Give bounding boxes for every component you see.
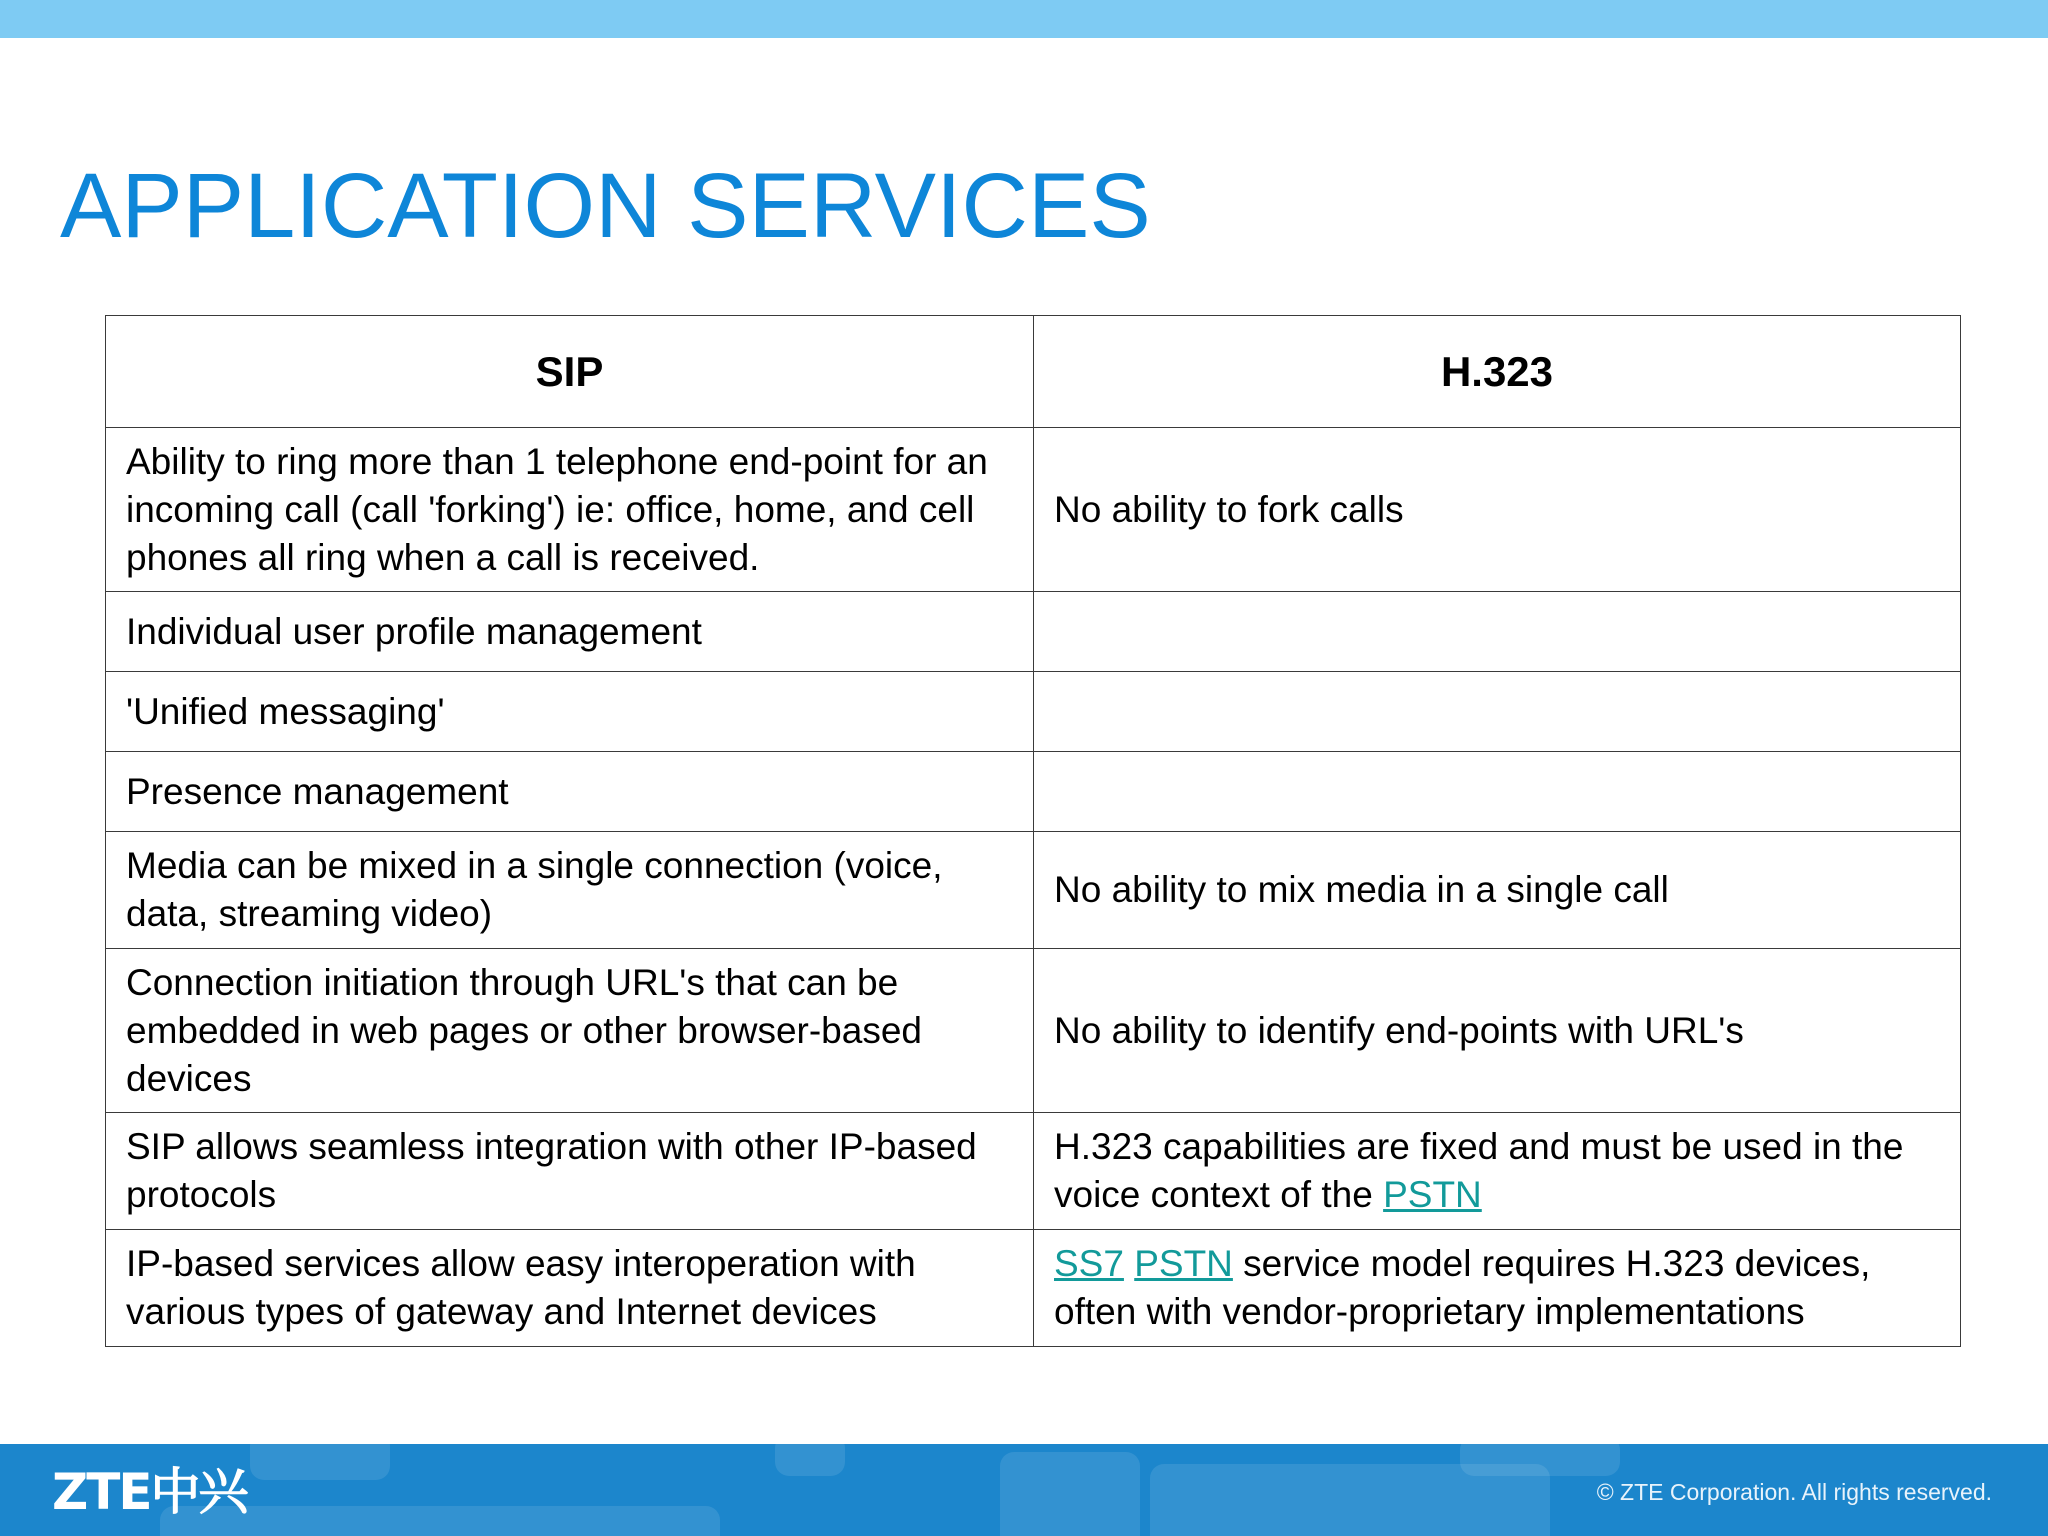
h323-cell: No ability to identify end-points with URL's bbox=[1034, 949, 1961, 1113]
table-row bbox=[106, 1230, 1961, 1347]
h323-cell bbox=[1034, 672, 1961, 752]
h323-cell bbox=[1034, 592, 1961, 672]
table-row bbox=[106, 1113, 1961, 1230]
zte-logo: ZTE中兴 bbox=[52, 1463, 247, 1521]
sip-cell: Individual user profile management bbox=[106, 592, 1034, 672]
h323-cell bbox=[1034, 1230, 1961, 1347]
footer-decoration bbox=[1460, 1444, 1620, 1476]
footer-decoration bbox=[1000, 1452, 1140, 1536]
footer-band bbox=[0, 1444, 2048, 1536]
footer-decoration bbox=[250, 1444, 390, 1480]
header-h323: H.323 bbox=[1034, 316, 1961, 428]
table-row bbox=[106, 752, 1961, 832]
ss7-link[interactable]: SS7 bbox=[1054, 1243, 1124, 1284]
copyright-text: © ZTE Corporation. All rights reserved. bbox=[1596, 1479, 1992, 1505]
table-header-row bbox=[106, 316, 1961, 428]
sip-cell: SIP allows seamless integration with other IP-based protocols bbox=[106, 1113, 1034, 1230]
h323-cell bbox=[1034, 752, 1961, 832]
sip-cell: Presence management bbox=[106, 752, 1034, 832]
sip-cell: IP-based services allow easy interoperation with various types of gateway and Internet devices bbox=[106, 1230, 1034, 1347]
footer-decoration bbox=[775, 1444, 845, 1476]
h323-cell: No ability to mix media in a single call bbox=[1034, 832, 1961, 949]
pstn-link[interactable]: PSTN bbox=[1383, 1174, 1482, 1215]
table-row bbox=[106, 949, 1961, 1113]
table-row bbox=[106, 428, 1961, 592]
pstn-link[interactable]: PSTN bbox=[1134, 1243, 1233, 1284]
h323-text: H.323 capabilities are fixed and must be used in the voice context of the bbox=[1054, 1126, 1904, 1215]
top-accent-bar bbox=[0, 0, 2048, 38]
sip-cell: Ability to ring more than 1 telephone end-point for an incoming call (call 'forking') ie: office, home, and cell phones all ring when a call is received. bbox=[106, 428, 1034, 592]
comparison-table bbox=[105, 315, 1961, 1347]
h323-cell: No ability to fork calls bbox=[1034, 428, 1961, 592]
table-row bbox=[106, 832, 1961, 949]
table-row bbox=[106, 592, 1961, 672]
header-sip: SIP bbox=[106, 316, 1034, 428]
sip-cell: Connection initiation through URL's that can be embedded in web pages or other browser-based devices bbox=[106, 949, 1034, 1113]
h323-cell bbox=[1034, 1113, 1961, 1230]
sip-cell: 'Unified messaging' bbox=[106, 672, 1034, 752]
table-row bbox=[106, 672, 1961, 752]
h323-text: service model requires H.323 devices, often with vendor-proprietary implementations bbox=[1054, 1243, 1871, 1332]
sip-cell: Media can be mixed in a single connection (voice, data, streaming video) bbox=[106, 832, 1034, 949]
slide-title: APPLICATION SERVICES bbox=[60, 154, 1151, 257]
